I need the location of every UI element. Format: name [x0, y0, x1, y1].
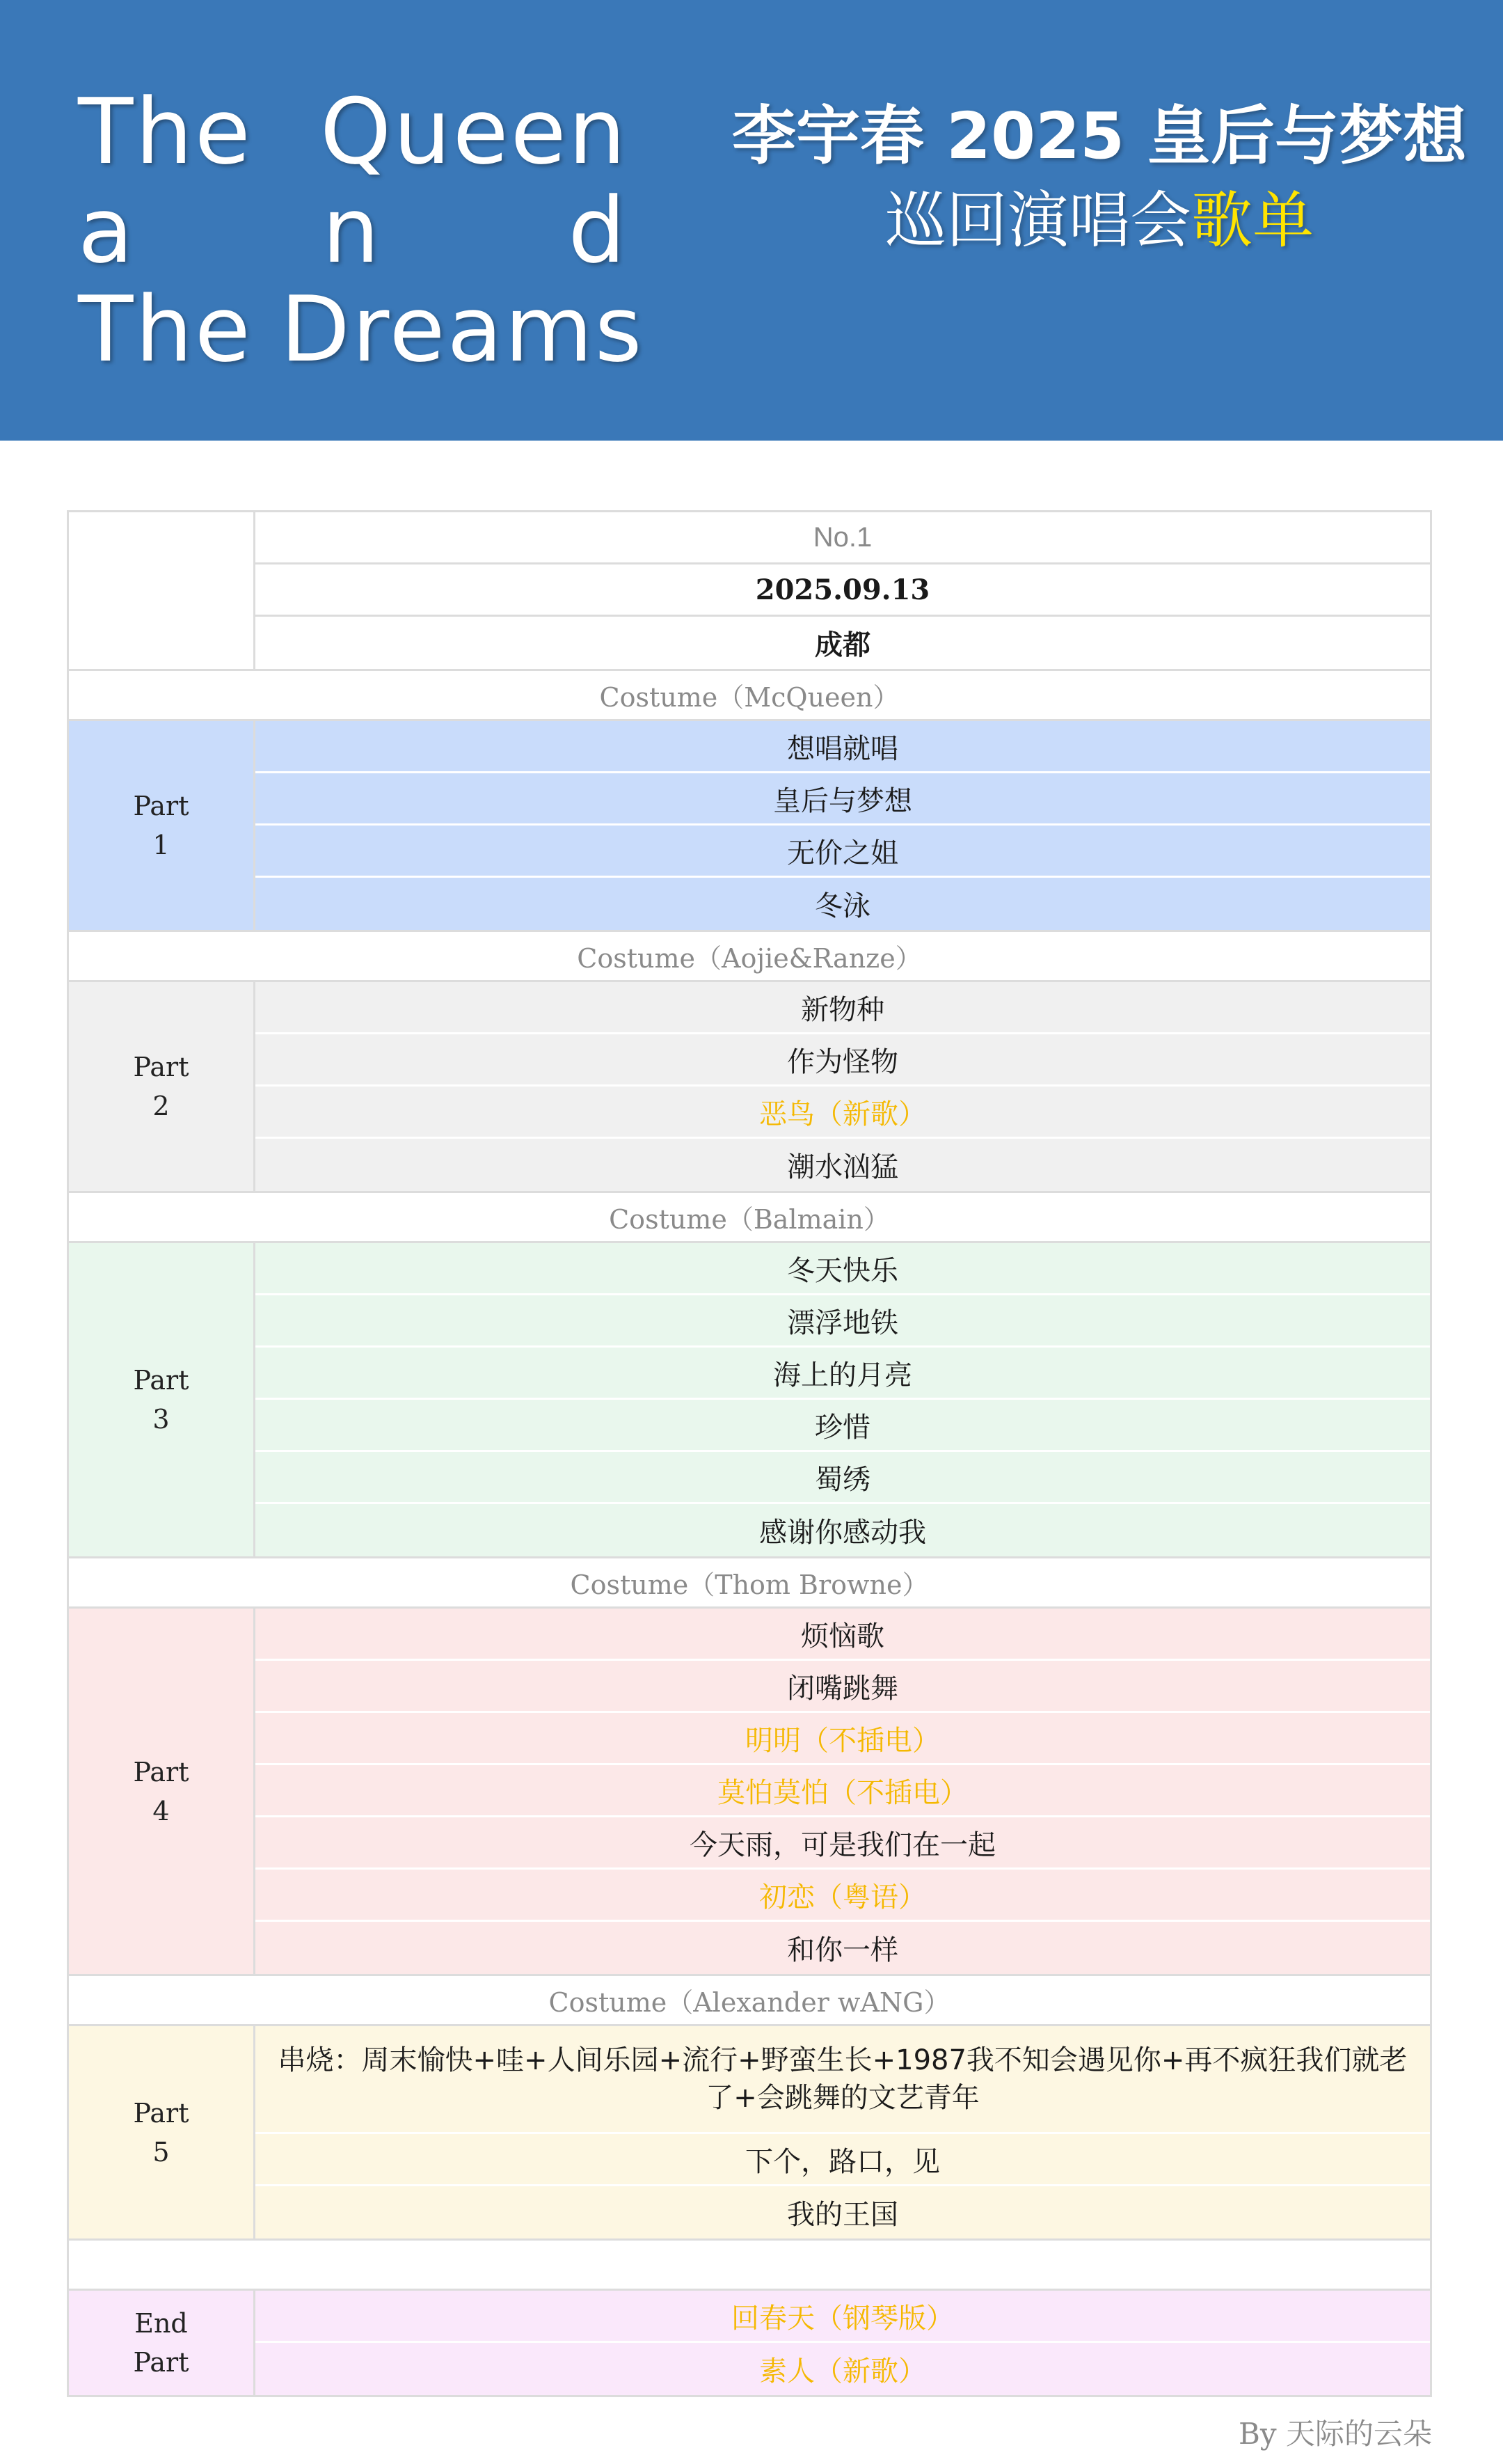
- setlist-sections: [69, 669, 1430, 2395]
- song-item: 恶鸟（新歌）: [255, 1087, 1430, 1139]
- english-title-line-2: [78, 177, 628, 283]
- show-city: 成都: [255, 617, 1430, 669]
- header-banner: [0, 0, 1503, 441]
- part-label-line: 1: [152, 830, 170, 860]
- song-item: 冬泳: [255, 878, 1430, 930]
- song-list: [255, 2026, 1430, 2238]
- costume-row: Costume（Balmain）: [69, 1191, 1430, 1243]
- part-label: [69, 2291, 255, 2395]
- song-list: [255, 2291, 1430, 2395]
- show-info-spacer: [69, 512, 255, 669]
- part-label-text: [134, 787, 189, 864]
- english-title-word: n: [321, 177, 382, 283]
- english-title-line-3: [78, 276, 644, 382]
- part-row: [69, 1609, 1430, 1974]
- english-title: [78, 79, 644, 382]
- song-item: 潮水汹猛: [255, 1139, 1430, 1191]
- part-label-text: [134, 1048, 189, 1126]
- show-date: 2025.09.13: [255, 564, 1430, 617]
- part-label-line: 3: [152, 1404, 170, 1435]
- part-row: [69, 1243, 1430, 1556]
- song-item: 无价之姐: [255, 826, 1430, 878]
- song-list: [255, 1609, 1430, 1974]
- costume-row: [69, 2238, 1430, 2291]
- part-row: [69, 2026, 1430, 2238]
- english-title-word: a: [78, 177, 136, 283]
- part-label: [69, 982, 255, 1191]
- song-item: 明明（不插电）: [255, 1713, 1430, 1765]
- chinese-title: 李宇春 2025 皇后与梦想: [731, 99, 1468, 173]
- part-label-line: Part: [133, 1365, 189, 1396]
- costume-row: Costume（Alexander wANG）: [69, 1974, 1430, 2026]
- part-label-text: [134, 1361, 189, 1439]
- part-label: [69, 1243, 255, 1556]
- author-credit: By 天际的云朵: [1239, 2417, 1432, 2451]
- song-item: 皇后与梦想: [255, 773, 1430, 826]
- english-title-word: Dreams: [280, 276, 644, 382]
- part-label-line: Part: [133, 2097, 189, 2129]
- part-label: [69, 2026, 255, 2238]
- part-label-line: Part: [133, 1052, 189, 1082]
- english-title-word: Queen: [319, 79, 628, 184]
- part-label: [69, 1609, 255, 1974]
- chinese-subtitle: [724, 182, 1475, 259]
- part-label-line: Part: [133, 791, 189, 821]
- part-row: [69, 982, 1430, 1191]
- part-label-text: [134, 1753, 189, 1831]
- song-item: 莫怕莫怕（不插电）: [255, 1765, 1430, 1817]
- part-label-text: [134, 2094, 189, 2172]
- song-item: 和你一样: [255, 1922, 1430, 1974]
- show-number: No.1: [255, 512, 1430, 564]
- english-title-line-1: [78, 79, 628, 184]
- costume-row: Costume（McQueen）: [69, 669, 1430, 721]
- song-item: 串烧：周末愉快+哇+人间乐园+流行+野蛮生长+1987我不知会遇见你+再不疯狂我们就老了+会跳舞的文艺青年: [255, 2026, 1430, 2134]
- song-item: 感谢你感动我: [255, 1504, 1430, 1556]
- song-item: 珍惜: [255, 1400, 1430, 1452]
- song-item: 蜀绣: [255, 1452, 1430, 1504]
- part-label-line: 4: [152, 1795, 170, 1826]
- show-info-row: [69, 512, 1430, 669]
- costume-row: Costume（Thom Browne）: [69, 1556, 1430, 1609]
- song-item: 新物种: [255, 982, 1430, 1034]
- english-title-word: The: [78, 276, 253, 382]
- song-item: 冬天快乐: [255, 1243, 1430, 1295]
- song-item: 初恋（粤语）: [255, 1870, 1430, 1922]
- costume-row: Costume（Aojie&Ranze）: [69, 930, 1430, 982]
- part-label: [69, 721, 255, 930]
- part-label-text: [134, 2304, 189, 2382]
- song-list: [255, 1243, 1430, 1556]
- song-item: 闭嘴跳舞: [255, 1661, 1430, 1713]
- song-item: 回春天（钢琴版）: [255, 2291, 1430, 2343]
- chinese-subtitle-text: 巡回演唱会: [884, 184, 1191, 256]
- setlist-table: [67, 510, 1432, 2397]
- part-row: [69, 721, 1430, 930]
- show-info-cells: [255, 512, 1430, 669]
- part-label-line: Part: [133, 2347, 189, 2378]
- song-item: 烦恼歌: [255, 1609, 1430, 1661]
- song-item: 漂浮地铁: [255, 1295, 1430, 1348]
- song-item: 素人（新歌）: [255, 2343, 1430, 2395]
- song-list: [255, 982, 1430, 1191]
- english-title-word: d: [568, 177, 628, 283]
- chinese-subtitle-highlight: 歌单: [1191, 184, 1314, 256]
- song-item: 今天雨，可是我们在一起: [255, 1817, 1430, 1870]
- song-item: 我的王国: [255, 2186, 1430, 2238]
- part-label-line: Part: [133, 1756, 189, 1787]
- english-title-word: The: [78, 79, 253, 184]
- part-label-line: 2: [152, 1091, 170, 1121]
- part-label-line: End: [134, 2308, 188, 2339]
- song-item: 下个，路口，见: [255, 2134, 1430, 2186]
- song-item: 海上的月亮: [255, 1348, 1430, 1400]
- part-row: [69, 2291, 1430, 2395]
- song-item: 作为怪物: [255, 1034, 1430, 1087]
- song-list: [255, 721, 1430, 930]
- part-label-line: 5: [152, 2136, 170, 2167]
- song-item: 想唱就唱: [255, 721, 1430, 773]
